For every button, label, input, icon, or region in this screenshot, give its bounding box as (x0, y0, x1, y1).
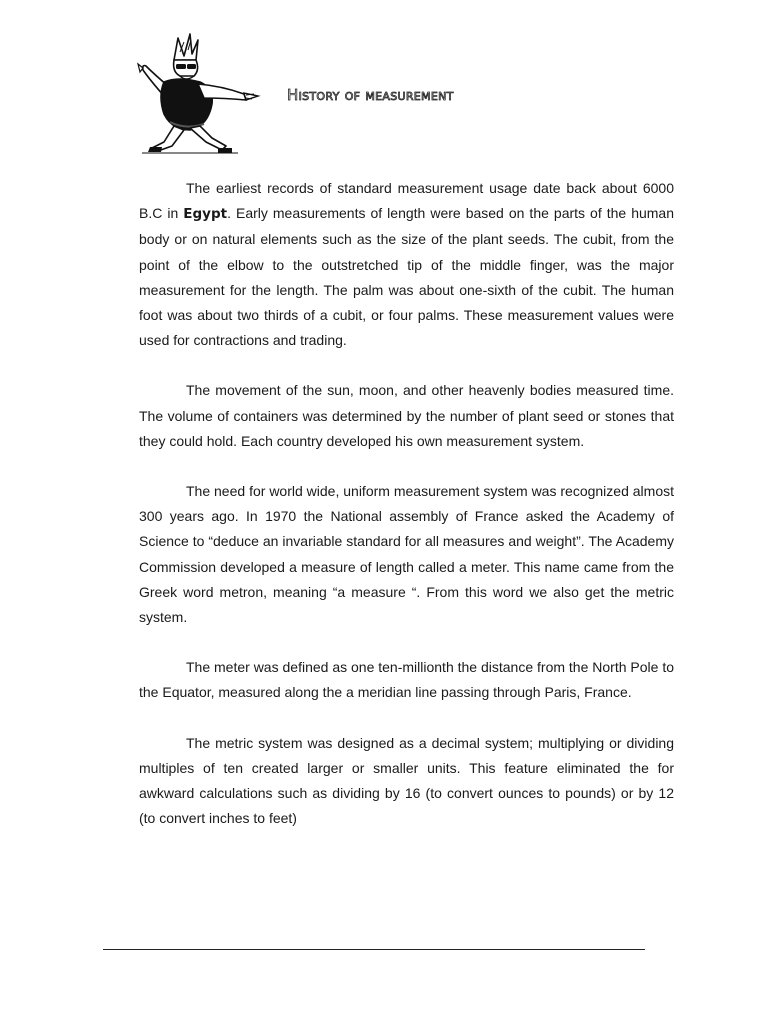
paragraph-1-bold: Egypt (183, 206, 228, 223)
paragraph-5: The metric system was designed as a decimal system; multiplying or dividing multiples of ten created larger or smaller units. This feature eliminated the for awkward calculations such as dividing by 16 (to convert ounces to pounds) or by 12 (to convert inches to feet) (139, 734, 674, 827)
cartoon-character-pointing-icon (134, 30, 264, 154)
paragraph-3: The need for world wide, uniform measurement system was recognized almost 300 years ago. In 1970 the National assembly of France asked the Academy of Science to “deduce an invariable standard for all measures and weight”. The Academy Commission developed a measure of length called a meter. This name came from the Greek word metron, meaning “a measure “. From this word we also get the metric system. (139, 483, 674, 626)
footer-rule (103, 949, 645, 950)
paragraph-1 (139, 176, 674, 353)
body-text (139, 176, 674, 856)
paragraph-2: The movement of the sun, moon, and other heavenly bodies measured time. The volume of containers was determined by the number of plant seed or stones that they could hold. Each country developed his own measurement system. (139, 382, 674, 449)
paragraph-1-before: The earliest records of standard measurement usage date back about 6000 B.C in (139, 180, 674, 222)
paragraph-1-after: . Early measurements of length were based on the parts of the human body or on natural elements such as the size of the plant seeds. The cubit, from the point of the elbow to the outstretched tip of the middle finger, was the major measurement for the length. The palm was about one-sixth of the cubit. The human foot was about two thirds of a cubit, or four palms. These measurement values were used for contractions and trading. (139, 205, 675, 349)
page-title: History of measurement (287, 86, 454, 104)
paragraph-4: The meter was defined as one ten-millionth the distance from the North Pole to the Equator, measured along the a meridian line passing through Paris, France. (139, 659, 674, 701)
